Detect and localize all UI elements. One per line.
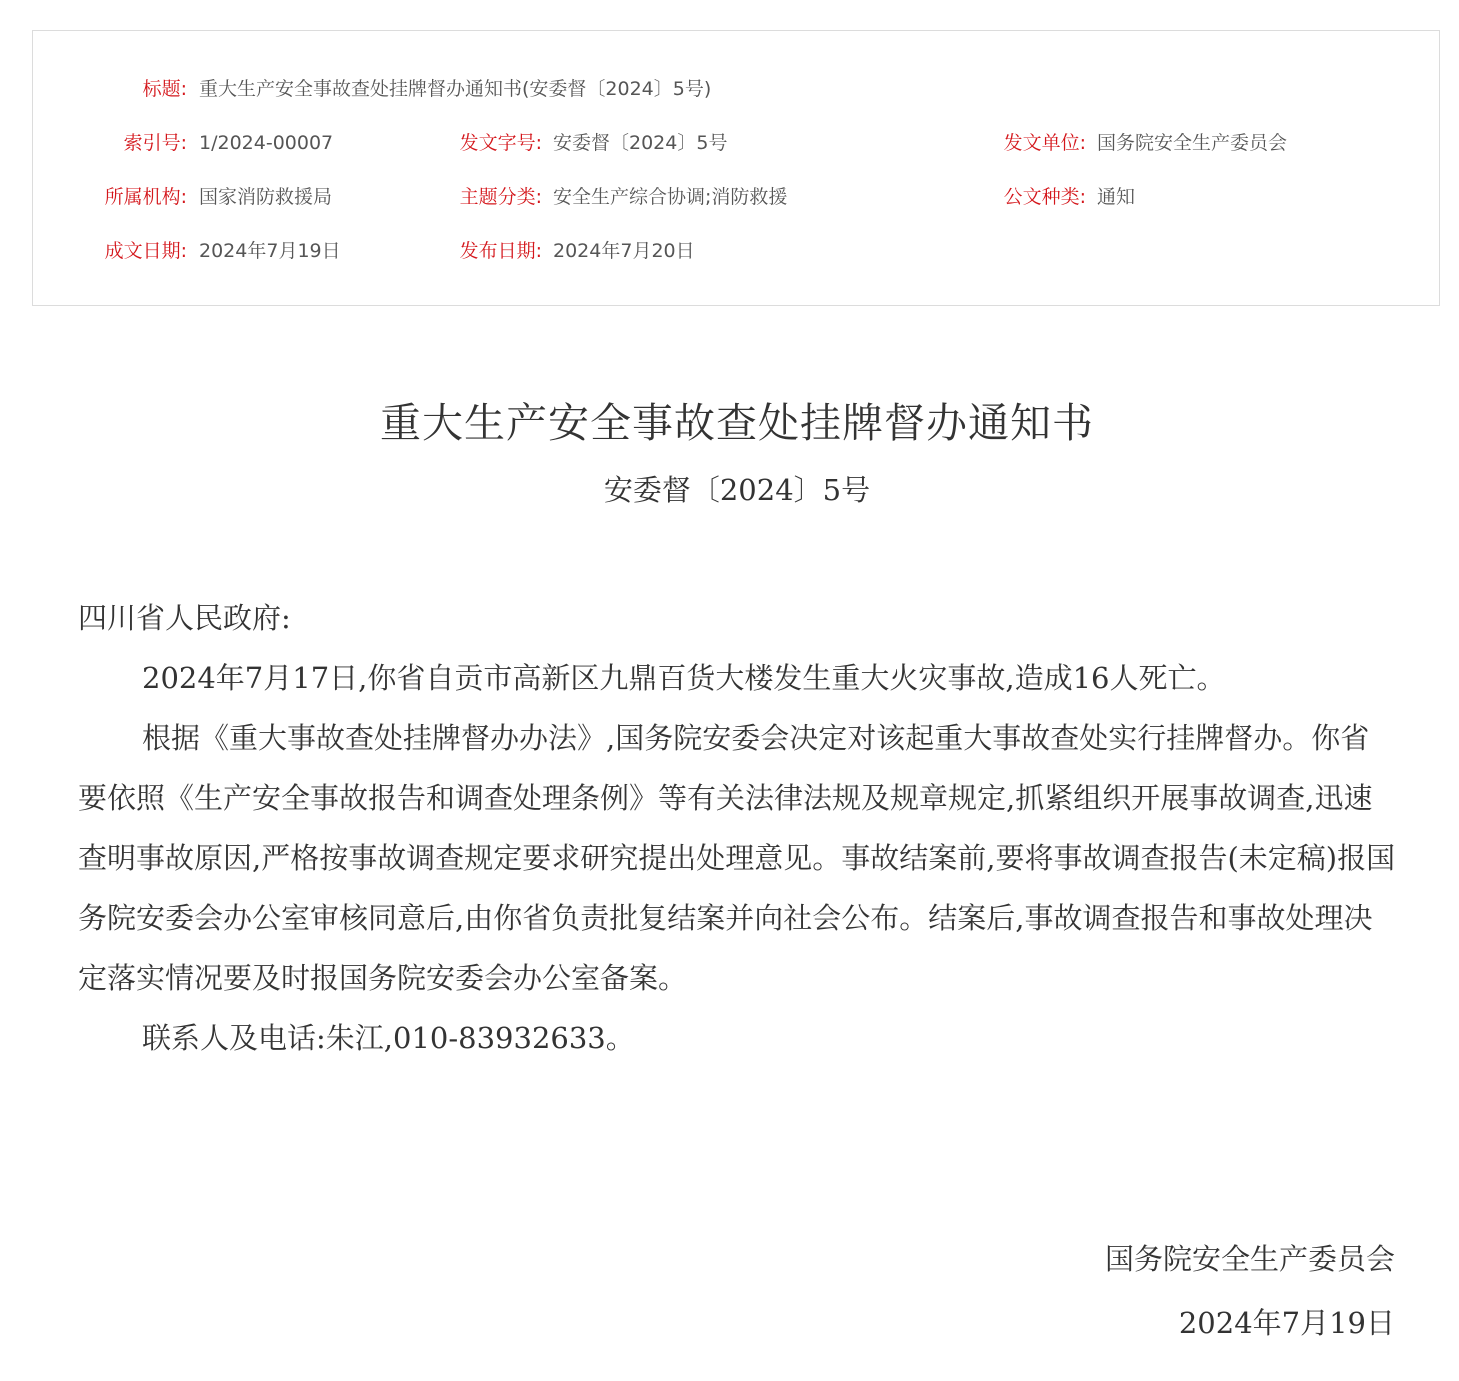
meta-written-label: 成文日期: [104,240,187,262]
meta-title-label: 标题: [142,78,187,100]
paragraph-contact: 联系人及电话:朱江,010-83932633。 [142,1021,635,1055]
meta-title-value: 重大生产安全事故查处挂牌督办通知书(安委督〔2024〕5号) [199,78,712,100]
document-title: 重大生产安全事故查处挂牌督办通知书 [380,399,1094,447]
salutation: 四川省人民政府: [78,601,291,635]
meta-docno-value: 安委督〔2024〕5号 [553,132,728,154]
meta-written-value: 2024年7月19日 [199,240,341,262]
metadata-panel [32,30,1440,306]
meta-issuer-label: 发文单位: [1003,132,1086,154]
meta-type-value: 通知 [1097,186,1136,208]
meta-published-label: 发布日期: [459,240,542,262]
document-number: 安委督〔2024〕5号 [603,473,871,507]
signature-date: 2024年7月19日 [1178,1306,1395,1340]
paragraph-directive: 根据《重大事故查处挂牌督办办法》,国务院安委会决定对该起重大事故查处实行挂牌督办。你省要依照《生产安全事故报告和调查处理条例》等有关法律法规及规章规定,抓紧组织开展事故调查,迅速查明事故原因,严格按事故调查规定要求研究提出处理意见。事故结案前,要将事故调查报告(未定稿)报国务院安委会办公室审核同意后,由你省负责批复结案并向社会公布。结案后,事故调查报告和事故处理决定落实情况要及时报国务院安委会办公室备案。 [78,721,1396,995]
meta-org-label: 所属机构: [104,186,187,208]
meta-docno-label: 发文字号: [459,132,542,154]
meta-type-label: 公文种类: [1003,186,1086,208]
meta-topic-value: 安全生产综合协调;消防救援 [553,186,788,208]
meta-org-value: 国家消防救援局 [199,186,333,208]
meta-index-value: 1/2024-00007 [199,132,334,154]
meta-topic-label: 主题分类: [459,186,542,208]
meta-index-label: 索引号: [123,132,187,154]
paragraph-incident: 2024年7月17日,你省自贡市高新区九鼎百货大楼发生重大火灾事故,造成16人死亡。 [142,661,1226,695]
meta-published-value: 2024年7月20日 [553,240,695,262]
meta-issuer-value: 国务院安全生产委员会 [1097,132,1288,154]
signatory: 国务院安全生产委员会 [1104,1242,1395,1276]
document-body [78,588,1398,1068]
